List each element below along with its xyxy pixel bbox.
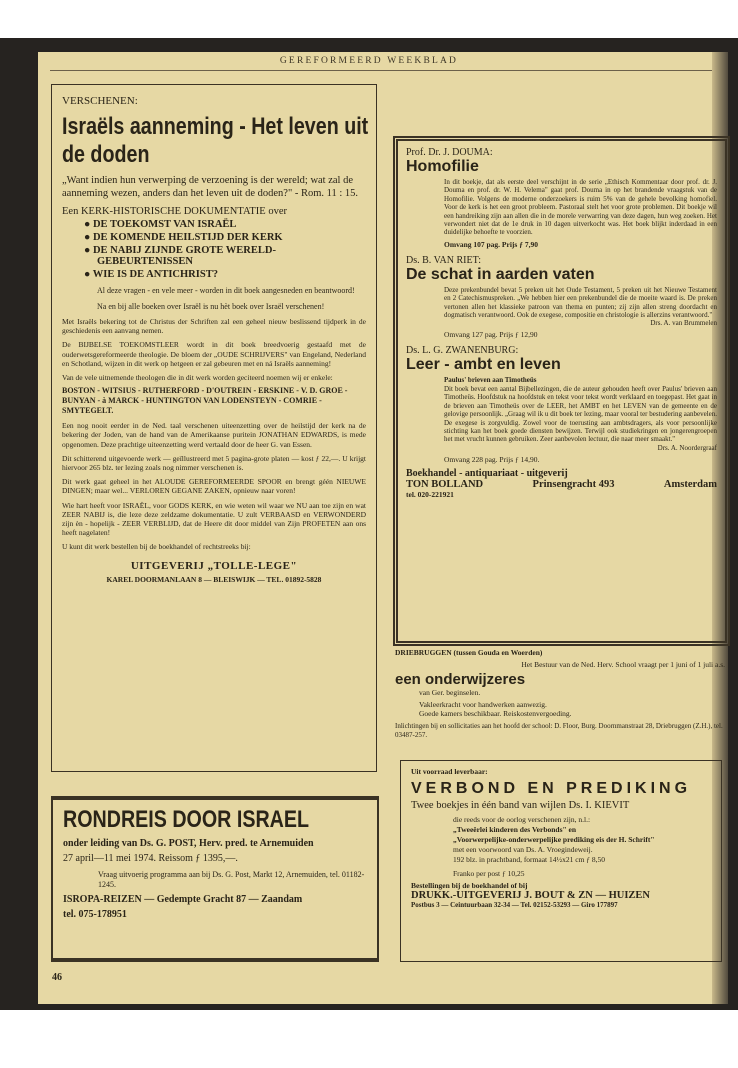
shop-street: Prinsengracht 493 (532, 478, 615, 490)
ad-paragraph: Wie hart heeft voor ISRAËL, voor GODS KERK, en wie weten wil waar we NU aan toe zijn en wat ZEER NABIJ is, die leze deze zeldzame dokumentatie. U zult VERBAASD en VERWONDERD zijn èn - hopelijk - ZEER VERBLIJD, dat de Heere dit door middel van Zijn PROFETEN aan ons heeft nagelaten! (62, 500, 366, 538)
ad-note: Al deze vragen - en vele meer - worden in dit boek aangesneden en beantwoord! (97, 286, 355, 295)
verbond-address: Postbus 3 — Ceintuurbaan 32-34 — Tel. 02152-53293 — Giro 177897 (411, 901, 618, 909)
header-rule (50, 70, 712, 71)
shop-type: Boekhandel - antiquariaat - uitgeverij (406, 467, 568, 479)
book-price: Omvang 127 pag. Prijs ƒ 12,90 (444, 330, 538, 340)
vacancy-title: een onderwijzeres (395, 671, 526, 688)
book-price: Omvang 107 pag. Prijs ƒ 7,90 (444, 239, 538, 249)
verbond-line: met een voorwoord van Ds. A. Vroegindeweij. (453, 845, 593, 854)
book-title: Leer - ambt en leven (406, 356, 561, 374)
shop-city: Amsterdam (663, 478, 717, 490)
ad-kicker: VERSCHENEN: (62, 95, 138, 107)
rondreis-info: Vraag uitvoerig programma aan bij Ds. G. Post, Markt 12, Arnemuiden, tel. 01182-1245. (98, 870, 365, 889)
ad-paragraph: Een nog nooit eerder in de Ned. taal verschenen uiteenzetting over de heilstijd der kerk na de bekering der Joden, van de hand van de Amerikaanse puritein JONATHAN EDWARDS, is mede opgenomen. Deze prachtige uiteenzetting werd vertaald door de heer G. van Essen. (62, 421, 366, 449)
theologian-names: BOSTON - WITSIUS - RUTHERFORD - D'OUTREIN - ERSKINE - V. D. GROE - BUNYAN - à MARCK - HUNTINGTON VAN LODENSTEYN - COMRIE - SMYTEGELT. (62, 386, 348, 416)
ad-paragraph: Van de vele uitnemende theologen die in dit werk worden geciteerd noemen wij er enkele: (62, 373, 333, 383)
ad-paragraph: Met Israëls bekering tot de Christus der Schriften zal een geheel nieuw beslissend tijdperk in de geschiedenis een aanvang nemen. (62, 317, 366, 336)
vacancy-detail: Vakleerkracht voor handwerken aanwezig. (419, 700, 547, 709)
book-subtitle: Paulus' brieven aan Timotheüs (444, 376, 537, 385)
book-price: Omvang 228 pag. Prijs ƒ 14,90. (444, 454, 540, 464)
review-signature: Drs. A. Noordergraaf (657, 443, 717, 452)
verbond-line: „Voorwerpelijke-onderwerpelijke prediking eis der H. Schrift" (453, 835, 655, 844)
bullet-item: ● DE TOEKOMST VAN ISRAËL (84, 219, 366, 230)
rondreis-tel: tel. 075-178951 (63, 909, 127, 920)
verbond-line: Franko per post ƒ 10,25 (453, 869, 525, 878)
rondreis-leader: onder leiding van Ds. G. POST, Herv. pred. te Arnemuiden (63, 838, 314, 849)
vacancy-intro: Het Bestuur van de Ned. Herv. School vraagt per 1 juni of 1 juli a.s. (521, 660, 725, 669)
bolland-books-ad (393, 136, 730, 646)
publisher-address: KAREL DOORMANLAAN 8 — BLEISWIJK — TEL. 01892-5828 (106, 574, 322, 584)
ad-paragraph: Dit schitterend uitgevoerde werk — geïllustreerd met 5 pagina-grote platen — kost ƒ 22,—. U krijgt hiervoor 265 blz. ter lezing zoals nog nimmer verschenen is. (62, 453, 366, 473)
bullet-item: ● WIE IS DE ANTICHRIST? (84, 269, 366, 280)
vacancy-ad (395, 648, 725, 739)
verbond-line: „Tweeërlei kinderen des Verbonds" en (453, 825, 577, 834)
book-title: Homofilie (406, 158, 479, 175)
shop-address (406, 479, 717, 490)
review-signature: Drs. A. van Brummelen (650, 319, 717, 328)
israel-book-ad (51, 84, 377, 772)
ad-dok-line: Een KERK-HISTORISCHE DOKUMENTATIE over (62, 206, 287, 217)
book-description: Deze prekenbundel bevat 5 preken uit het Oude Testament, 5 preken uit het Nieuwe Testament en 2 Catechismuspreken. „We hebben hier een prekenbundel die de moeite waard is. De preken vertonen allen het klassieke patroon van thema en punten; zij zijn allen streng doordacht en dogmatisch verantwoord. Ook de exegese, compositie en christologie is allerzins verantwoord." (444, 285, 717, 320)
vacancy-detail: van Ger. beginselen. (419, 688, 481, 697)
ad-paragraph: De BIJBELSE TOEKOMSTLEER wordt in dit boek breedvoerig gestaafd met de ouderwetsgereformeerde theologie. De bloem der „OUDE SCHRIJVERS" van Engeland, Nederland en Schotland, wijzen in dit werk op hetgeen er zal gebeuren met en ná Israëls aanneming! (62, 340, 366, 368)
book-author: Ds. L. G. ZWANENBURG: (406, 345, 519, 357)
verbond-kicker: Uit voorraad leverbaar: (411, 767, 488, 776)
verbond-order: Bestellingen bij de boekhandel of bij (411, 881, 528, 890)
book-author: Prof. Dr. J. DOUMA: (406, 147, 493, 158)
ad-paragraph: Dit werk gaat geheel in het ALOUDE GEREFORMEERDE SPOOR en brengt géén NIEUWE DINGEN; maar wel... VERLOREN GEGANE ZAKEN, opnieuw naar voren! (62, 477, 366, 496)
verbond-title: VERBOND EN PREDIKING (411, 780, 692, 797)
book-description: In dit boekje, dat als eerste deel verschijnt in de serie „Ethisch Kommentaar door prof. dr. J. Douma en prof. dr. W. H. Velema" gaat prof. Douma in op het brandende vraagstuk van de Homofilie. Volgens de moderne onderzoekers is ruim 5% van de gehele bevolking homofiel. Voor de kerk is het een groot probleem. Pastoraal stelt het voor grote problemen. Dit boekje wil een handreiking zijn aan allen die in de morele verwarring van deze dagen, hun weg zoeken. Het verwondert niet dat de 1e druk in 10 dagen uitverkocht was. Het boek blijkt inderdaad in een duidelijke behoefte te voorzien. (444, 178, 717, 237)
page-number: 46 (52, 972, 62, 983)
rondreis-title: RONDREIS DOOR ISRAEL (63, 806, 310, 833)
ad-paragraph: U kunt dit werk bestellen bij de boekhandel of rechtstreeks bij: (62, 542, 251, 552)
bullet-item: ● DE KOMENDE HEILSTIJD DER KERK (84, 232, 366, 243)
rondreis-dates: 27 april—11 mei 1974. Reissom ƒ 1395,—. (63, 853, 238, 864)
vacancy-detail: Goede kamers beschikbaar. Reiskostenvergoeding. (419, 709, 572, 718)
verbond-subtitle: Twee boekjes in één band van wijlen Ds. I. KIEVIT (411, 800, 630, 811)
book-title: De schat in aarden vaten (406, 265, 595, 283)
vacancy-contact: Inlichtingen bij en sollicitaties aan het hoofd der school: D. Floor, Burg. Doornmanstraat 28, Driebruggen (Z.H.), tel. 03487-257. (395, 722, 723, 739)
bullet-item: ● DE NABIJ ZIJNDE GROTE WERELD-GEBEURTENISSEN (84, 245, 366, 267)
running-header: GEREFORMEERD WEEKBLAD (279, 56, 459, 66)
verbond-line: die reeds voor de oorlog verschenen zijn, n.l.: (453, 815, 591, 824)
ad-headline: Israëls aanneming - Het leven uit de doden (62, 113, 369, 168)
rondreis-ad (51, 796, 379, 962)
ad-quote: „Want indien hun verwerping de verzoening is der wereld; wat zal de aanneming wezen, anders dan het leven uit de doden?" - Rom. 11 : 15. (62, 175, 359, 199)
book-description: Dit boek bevat een aantal Bijbellezingen, die de auteur gehouden heeft over Paulus' brieven aan Timotheüs. Hoofdstuk na hoofdstuk en tekst voor tekst wordt verklaard en toegepast. Het gaat in de brieven aan Timotheüs over de LEER, het AMBT en het LEVEN van de gemeente en de gelovige persoonlijk. „Graag wil ik u dit boek ter lezing, maar vooral ter bestudering aanbevelen. De exegese is zorgvuldig. Zowel voor de toerusting aan ambtsdragers, als voor persoonlijke stichting kan het boek goede diensten bewijzen. Terwijl ook studiekringen en jongerengroepen het met vrucht kunnen gebruiken. Zeer aanbevolen lectuur, die naar meer smaakt." (444, 384, 717, 444)
book-author: Ds. B. VAN RIET: (406, 254, 481, 266)
verbond-line: 192 blz. in prachtband, formaat 14½x21 cm ƒ 8,50 (453, 855, 606, 864)
verbond-ad (400, 760, 722, 962)
publisher-name: UITGEVERIJ „TOLLE-LEGE" (130, 559, 298, 572)
vacancy-location: DRIEBRUGGEN (tussen Gouda en Woerden) (395, 648, 543, 657)
rondreis-agency: ISROPA-REIZEN — Gedempte Gracht 87 — Zaandam (63, 894, 303, 905)
shop-tel: tel. 020-221921 (406, 489, 454, 499)
shop-name: TON BOLLAND (406, 478, 484, 490)
ad-note: Na en bij alle boeken over Israël is nu hèt boek over Israël verschenen! (97, 302, 325, 311)
verbond-publisher: DRUKK.-UITGEVERIJ J. BOUT & ZN — HUIZEN (411, 890, 651, 901)
